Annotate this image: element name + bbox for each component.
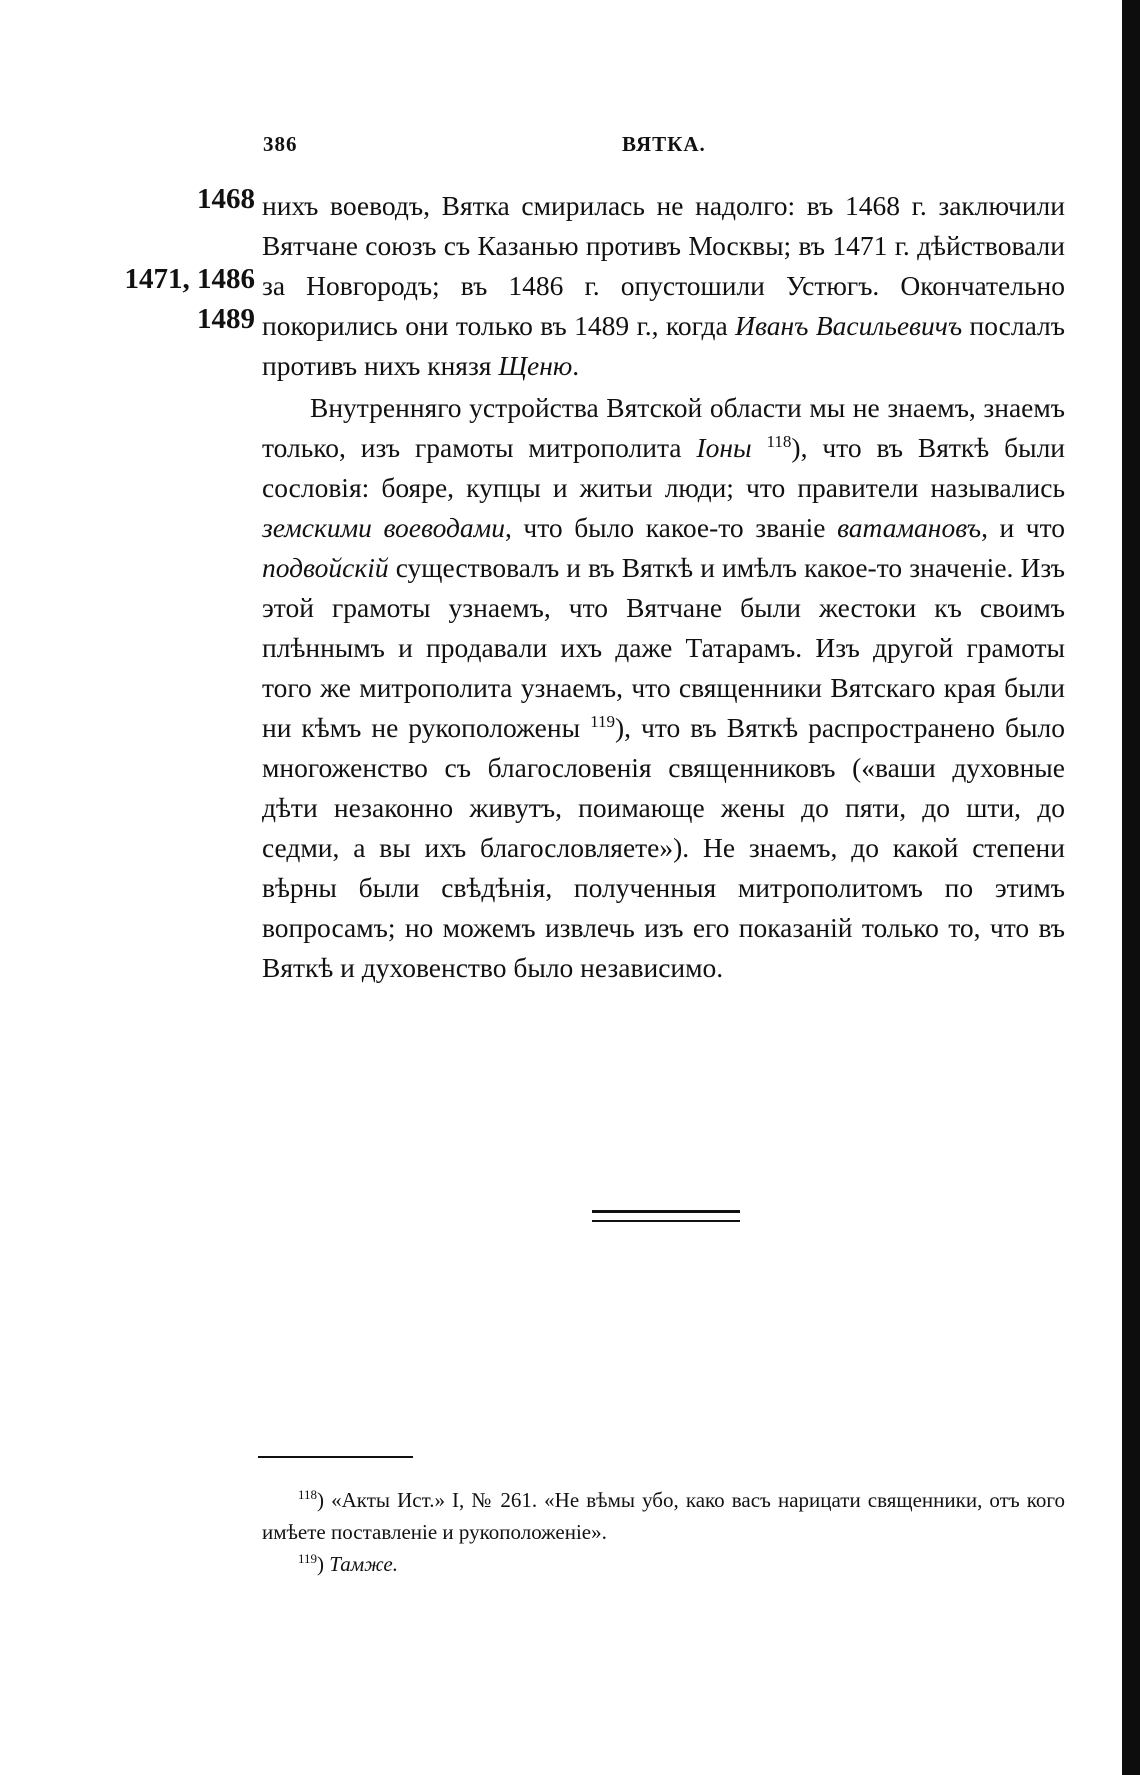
- name-iona: Іоны: [696, 432, 752, 463]
- term-podvoyskiy: подвойскій: [262, 552, 389, 583]
- footnote-separator: [258, 1456, 413, 1458]
- footnote-ref-119: 119: [590, 711, 615, 731]
- paragraph-2: Внутренняго устройства Вятской области мы не знаемъ, знаемъ только, изъ грамоты митрополита Іоны $^{118}$), что въ Вяткѣ были сословія: бояре, купцы и житьи люди; что правители назывались земскими воеводами, что было какое-то званіе ватамановъ, и что подвойскій существовалъ и въ Вяткѣ и имѣлъ какое-то значеніе. Изъ этой грамоты узнаемъ, что Вятчане были жестоки къ своимъ плѣннымъ и продавали ихъ даже Татарамъ. Изъ другой грамоты того же митрополита узнаемъ, что священники Вятскаго края были ни кѣмъ не рукоположены $^{119}$), что въ Вяткѣ распространено было многоженство съ благословенія священниковъ («ваши духовные дѣти незаконно живутъ, поимающе жены до пяти, до шти, до седми, а вы ихъ благословляете»). Не знаемъ, до какой степени вѣрны были свѣдѣнія, полученныя митрополитомъ по этимъ вопросамъ; но можемъ извлечь изъ его показаній только то, что въ Вяткѣ и духовенство было независимо.: [262, 392, 1066, 983]
- margin-year-1471-1486: 1471, 1486: [124, 263, 255, 295]
- page-header: [0, 132, 1140, 162]
- footnote-118: $^{118}$) «Акты Ист.» I, № 261. «Не вѣмы убо, како васъ нарицати священники, отъ кого имѣете поставленіе и рукоположеніе».: [262, 1487, 1065, 1544]
- footnote-number: 119: [298, 1551, 318, 1566]
- margin-year-1468: 1468: [197, 183, 255, 215]
- term-vatamany: ватамановъ: [837, 512, 982, 543]
- name-ivan-vasilyevich: Иванъ Васильевичъ: [735, 310, 963, 341]
- margin-year-1489: 1489: [197, 303, 255, 335]
- paragraph-1: нихъ воеводъ, Вятка смирилась не надолго: въ 1468 г. заключили Вятчане союзъ съ Казанью противъ Москвы; въ 1471 г. дѣйствовали за Новгородъ; въ 1486 г. опустошили Устюгъ. Окончательно покорились они только въ 1489 г., когда Иванъ Васильевичъ послалъ противъ нихъ князя Щеню.: [262, 190, 1065, 381]
- footnotes: [262, 1484, 1065, 1580]
- footnote-ref-118: 118: [766, 431, 792, 451]
- page-number: 386: [263, 132, 298, 156]
- footnote-119: $^{119}$) Тамже.: [298, 1551, 398, 1576]
- main-text: [262, 186, 1065, 988]
- name-shchenya: Щеню: [498, 350, 573, 381]
- footnote-number: 118: [298, 1487, 318, 1502]
- section-end-double-rule: [592, 1210, 740, 1222]
- term-zemskie-voevody: земскими воеводами: [262, 512, 505, 543]
- book-spine-shadow: [1122, 0, 1140, 1775]
- running-title: ВЯТКА.: [622, 132, 706, 156]
